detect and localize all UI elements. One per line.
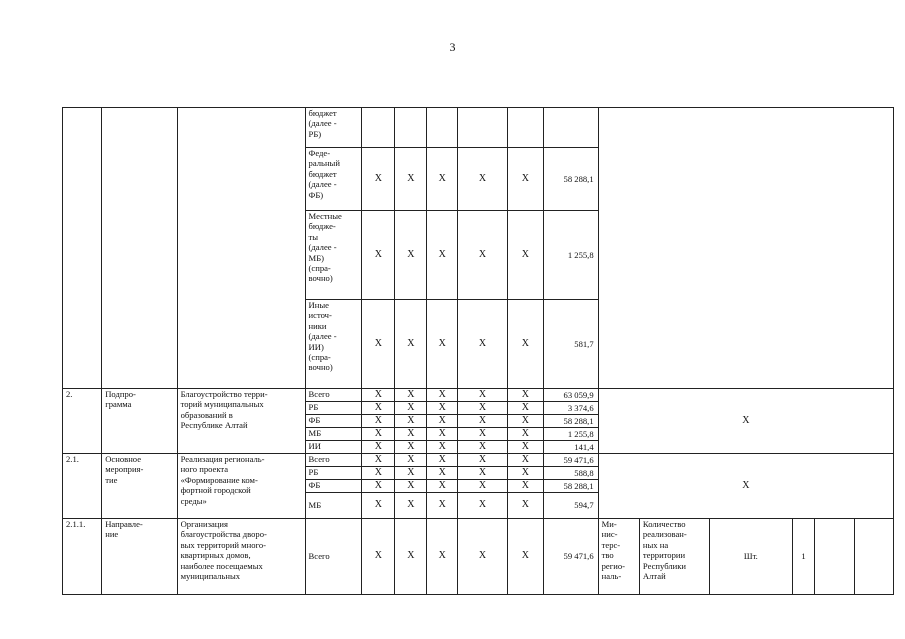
x-cell: X (427, 454, 458, 467)
x-cell: X (362, 402, 395, 415)
x-cell: X (395, 300, 427, 389)
x-cell (362, 108, 395, 148)
total-cell: 58 288,1 (543, 480, 598, 493)
x-cell: X (362, 148, 395, 211)
row-type: Подпро- грамма (102, 389, 177, 454)
source-cell: Всего (305, 519, 362, 595)
x-cell: X (362, 454, 395, 467)
x-cell: X (458, 415, 508, 428)
x-cell: X (427, 519, 458, 595)
x-cell: X (507, 148, 543, 211)
x-cell: X (395, 389, 427, 402)
source-cell: РБ (305, 467, 362, 480)
x-cell: X (395, 467, 427, 480)
total-cell: 58 288,1 (543, 415, 598, 428)
table-row (63, 389, 894, 402)
row-number: 2.1.1. (63, 519, 102, 595)
x-cell: X (458, 428, 508, 441)
x-cell: X (427, 428, 458, 441)
x-cell: X (362, 428, 395, 441)
x-cell: X (458, 389, 508, 402)
x-cell: X (458, 402, 508, 415)
x-cell: X (427, 211, 458, 300)
row-number: 2. (63, 389, 102, 454)
x-cell: X (507, 519, 543, 595)
x-cell: X (362, 211, 395, 300)
x-cell: X (362, 480, 395, 493)
total-cell: 581,7 (543, 300, 598, 389)
x-cell: X (458, 454, 508, 467)
empty-cell (854, 519, 893, 595)
x-cell: X (395, 148, 427, 211)
x-cell: X (458, 493, 508, 519)
x-cell: X (458, 519, 508, 595)
x-cell: X (507, 300, 543, 389)
x-cell: X (507, 441, 543, 454)
total-cell: 3 374,6 (543, 402, 598, 415)
x-cell: X (362, 441, 395, 454)
x-cell: X (458, 480, 508, 493)
source-cell: бюджет (далее - РБ) (305, 108, 362, 148)
empty-cell (177, 108, 305, 389)
source-cell: Феде- ральный бюджет (далее - ФБ) (305, 148, 362, 211)
source-cell: РБ (305, 402, 362, 415)
x-cell: X (395, 454, 427, 467)
x-cell: X (507, 454, 543, 467)
source-cell: Местные бюдже- ты (далее - МБ) (спра- вочно) (305, 211, 362, 300)
source-cell: МБ (305, 428, 362, 441)
source-cell: Всего (305, 454, 362, 467)
total-cell: 1 255,8 (543, 428, 598, 441)
x-cell: X (507, 415, 543, 428)
source-cell: ФБ (305, 415, 362, 428)
x-cell: X (362, 467, 395, 480)
x-cell: X (507, 480, 543, 493)
x-cell: X (507, 389, 543, 402)
x-cell: X (427, 441, 458, 454)
total-cell: 58 288,1 (543, 148, 598, 211)
table-row (63, 108, 894, 148)
x-cell: X (395, 441, 427, 454)
x-cell: X (458, 467, 508, 480)
x-cell: X (427, 402, 458, 415)
unit-cell: Шт. (710, 519, 793, 595)
x-cell: X (507, 402, 543, 415)
source-cell: Иные источ- ники (далее - ИИ) (спра- вочно) (305, 300, 362, 389)
x-cell: X (427, 480, 458, 493)
x-cell: X (362, 493, 395, 519)
table-row (63, 519, 894, 595)
row-name: Реализация региональ- ного проекта «Формирование ком- фортной городской среды» (177, 454, 305, 519)
total-cell: 588,8 (543, 467, 598, 480)
x-cell: X (427, 300, 458, 389)
x-cell: X (395, 519, 427, 595)
x-cell (395, 108, 427, 148)
source-cell: ИИ (305, 441, 362, 454)
x-cell: X (458, 148, 508, 211)
row-name: Организация благоустройства дворо- вых территорий много- квартирных домов, наиболее посещаемых муниципальных (177, 519, 305, 595)
section-mark: X (598, 389, 893, 454)
program-table (62, 107, 894, 595)
x-cell: X (395, 211, 427, 300)
empty-cell (102, 108, 177, 389)
total-cell: 59 471,6 (543, 454, 598, 467)
x-cell: X (427, 467, 458, 480)
x-cell: X (507, 467, 543, 480)
empty-cell (598, 108, 893, 389)
total-cell: 141,4 (543, 441, 598, 454)
row-type: Основное мероприя- тие (102, 454, 177, 519)
indicator-cell: Количество реализован- ных на территории Республики Алтай (639, 519, 709, 595)
x-cell: X (458, 441, 508, 454)
x-cell: X (427, 389, 458, 402)
row-type: Направле- ние (102, 519, 177, 595)
x-cell: X (362, 415, 395, 428)
x-cell: X (362, 519, 395, 595)
x-cell: X (395, 493, 427, 519)
empty-cell (63, 108, 102, 389)
total-cell: 1 255,8 (543, 211, 598, 300)
x-cell: X (427, 415, 458, 428)
value-cell: 1 (792, 519, 815, 595)
source-cell: Всего (305, 389, 362, 402)
section-mark: X (598, 454, 893, 519)
total-cell: 594,7 (543, 493, 598, 519)
x-cell: X (507, 493, 543, 519)
total-cell: 63 059,9 (543, 389, 598, 402)
row-name: Благоустройство терри- торий муниципальных образований в Республике Алтай (177, 389, 305, 454)
table-row (63, 454, 894, 467)
x-cell: X (362, 389, 395, 402)
x-cell: X (458, 211, 508, 300)
total-cell: 59 471,6 (543, 519, 598, 595)
x-cell: X (362, 300, 395, 389)
source-cell: МБ (305, 493, 362, 519)
empty-cell (815, 519, 854, 595)
x-cell (427, 108, 458, 148)
total-cell (543, 108, 598, 148)
x-cell: X (395, 480, 427, 493)
x-cell: X (507, 211, 543, 300)
x-cell: X (395, 415, 427, 428)
source-cell: ФБ (305, 480, 362, 493)
x-cell (507, 108, 543, 148)
page-number: 3 (449, 40, 456, 54)
x-cell: X (395, 402, 427, 415)
x-cell: X (427, 493, 458, 519)
row-number: 2.1. (63, 454, 102, 519)
x-cell: X (507, 428, 543, 441)
x-cell: X (458, 300, 508, 389)
executor-cell: Ми- нис- терс- тво регио- наль- (598, 519, 639, 595)
x-cell (458, 108, 508, 148)
x-cell: X (395, 428, 427, 441)
x-cell: X (427, 148, 458, 211)
